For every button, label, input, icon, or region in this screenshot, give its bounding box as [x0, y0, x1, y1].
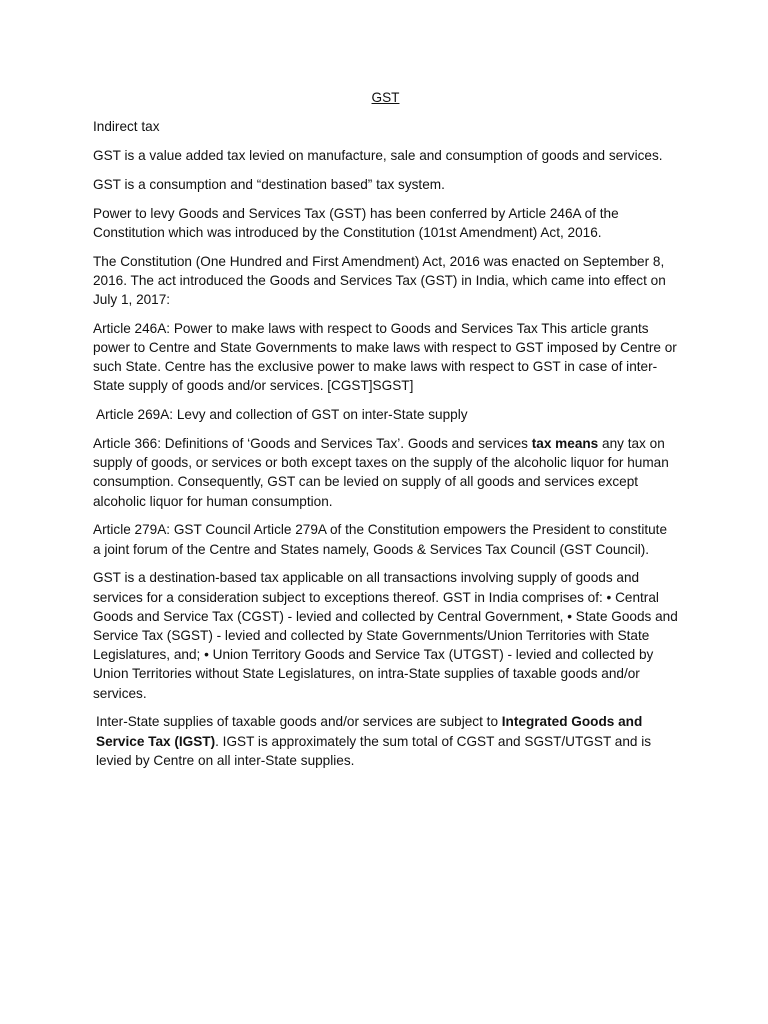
- paragraph-indirect-tax: Indirect tax: [93, 119, 160, 135]
- igst-text-b: . IGST is approximately the sum total of CGST and SGST/UTGST and is levied by Centre on all inter-State supplies.: [96, 733, 652, 768]
- article-366-bold: tax means: [531, 436, 599, 451]
- paragraph-article-246a: Article 246A: Power to make laws with respect to Goods and Services Tax This article grants power to Centre and State Governments to make laws with respect to GST imposed by Centre or such State. Centre has the exclusive power to make laws with respect to GST in case of inter-State supply of goods and/or services. [CGST]SGST]: [93, 320, 677, 394]
- paragraph-destination-based: GST is a consumption and “destination based” tax system.: [93, 176, 445, 192]
- document-page: [93, 88, 678, 780]
- igst-text-a: Inter-State supplies of taxable goods and/or services are subject to: [96, 714, 502, 730]
- article-366-text-a: Article 366: Definitions of ‘Goods and Services Tax’. Goods and services: [93, 436, 532, 451]
- paragraph-article-366: [93, 434, 678, 511]
- paragraph-article-279a: Article 279A: GST Council Article 279A of the Constitution empowers the President to constitute a joint forum of the Centre and States namely, Goods & Services Tax Council (GST Council).: [93, 522, 668, 557]
- igst-bold: Integrated Goods and Service Tax (IGST): [96, 714, 643, 749]
- paragraph-power-to-levy: Power to levy Goods and Services Tax (GST) has been conferred by Article 246A of the Constitution which was introduced by the Constitution (101st Amendment) Act, 2016.: [93, 205, 619, 240]
- paragraph-gst-comprises: GST is a destination-based tax applicable on all transactions involving supply of goods and services for a consideration subject to exceptions thereof. GST in India comprises of: • Central Goods and Service Tax (CGST) - levied and collected by Central Government, • State Goods and Service Tax (SGST) - levied and collected by State Governments/Union Territories with State Legislatures, and; • Union Territory Goods and Service Tax (UTGST) - levied and collected by Union Territories without State Legislatures, on intra-State supplies of taxable goods and/or services.: [93, 570, 678, 701]
- paragraph-igst: [93, 712, 678, 770]
- paragraph-amendment-act: The Constitution (One Hundred and First Amendment) Act, 2016 was enacted on September 8, 2016. The act introduced the Goods and Services Tax (GST) in India, which came into effect on July 1, 2017:: [93, 253, 666, 307]
- article-366-text-b: any tax on supply of goods, or services or both except taxes on the supply of the alcoholic liquor for human consumption. Consequently, GST can be levied on supply of all goods and services except alcoholic liquor for human consumption.: [93, 436, 669, 509]
- paragraph-article-269a: Article 269A: Levy and collection of GST on inter-State supply: [96, 407, 468, 423]
- paragraph-gst-definition: GST is a value added tax levied on manufacture, sale and consumption of goods and services.: [93, 148, 663, 163]
- document-title: GST: [371, 90, 400, 105]
